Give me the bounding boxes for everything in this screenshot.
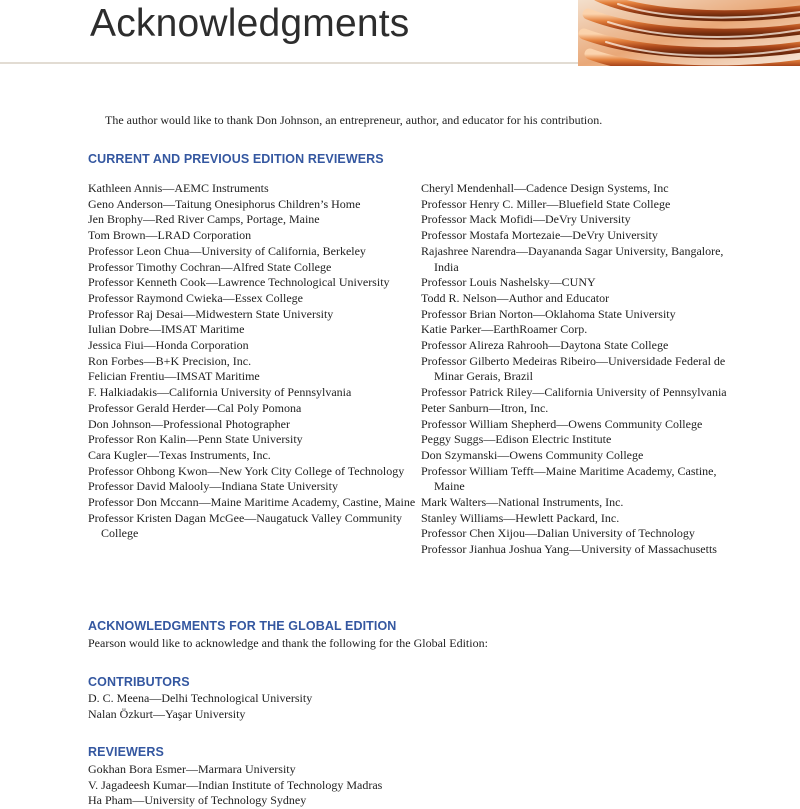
reviewers-right-column [421,181,741,558]
list-item: Professor David Malooly—Indiana State University [88,479,338,494]
list-item: Iulian Dobre—IMSAT Maritime [88,322,245,337]
list-item: Katie Parker—EarthRoamer Corp. [421,322,588,337]
reviewers-left-column [88,181,420,542]
list-item: Professor Patrick Riley—California University of Pennsylvania [421,385,727,400]
list-item: Professor Jianhua Joshua Yang—University of Massachusetts [421,542,717,557]
list-item: Professor Timothy Cochran—Alfred State College [88,259,332,274]
list-item: Tom Brown—LRAD Corporation [88,228,252,243]
list-item: Stanley Williams—Hewlett Packard, Inc. [421,510,620,525]
list-item: Professor Raj Desai—Midwestern State University [88,306,334,321]
list-item: Professor Louis Nashelsky—CUNY [421,275,596,290]
global-edition-text: Pearson would like to acknowledge and thank the following for the Global Edition: [88,636,488,650]
list-item: Ron Forbes—B+K Precision, Inc. [88,353,252,368]
list-item: Professor Alireza Rahrooh—Daytona State College [421,338,669,353]
list-item: Jen Brophy—Red River Camps, Portage, Maine [88,212,320,227]
list-item: V. Jagadeesh Kumar—Indian Institute of Technology Madras [88,777,383,792]
list-item: Kathleen Annis—AEMC Instruments [88,181,269,195]
intro-text: The author would like to thank Don Johnson, an entrepreneur, author, and educator for his contribution. [105,113,603,127]
copper-coil-image [578,0,800,66]
global-reviewers-list [88,762,382,809]
list-item: Jessica Fiui—Honda Corporation [88,338,249,353]
global-reviewers-heading: REVIEWERS [88,745,164,759]
list-item: Mark Walters—National Instruments, Inc. [421,495,624,510]
list-item: Professor Henry C. Miller—Bluefield State College [421,196,671,211]
list-item: Don Johnson—Professional Photographer [88,416,290,431]
list-item: Rajashree Narendra—Dayananda Sagar University, Bangalore, India [421,243,724,274]
list-item: Professor Kristen Dagan McGee—Naugatuck Valley Community College [88,510,403,541]
global-edition-heading: ACKNOWLEDGMENTS FOR THE GLOBAL EDITION [88,619,397,633]
reviewers-heading: CURRENT AND PREVIOUS EDITION REVIEWERS [88,152,384,166]
list-item: Felician Frentiu—IMSAT Maritime [88,369,260,384]
list-item: Professor Kenneth Cook—Lawrence Technological University [88,275,390,290]
list-item: F. Halkiadakis—California University of Pennsylvania [88,385,352,400]
list-item: Professor Ohbong Kwon—New York City College of Technology [88,463,405,478]
list-item: Professor Ron Kalin—Penn State University [88,432,303,447]
list-item: Nalan Özkurt—Yaşar University [88,706,246,721]
list-item: Ha Pham—University of Technology Sydney [88,793,307,808]
page-title: Acknowledgments [90,2,410,45]
contributors-list [88,691,312,722]
list-item: Geno Anderson—Taitung Onesiphorus Children’s Home [88,196,361,211]
list-item: Professor Leon Chua—University of California, Berkeley [88,243,366,258]
list-item: Professor Don Mccann—Maine Maritime Academy, Castine, Maine [88,495,416,510]
list-item: Professor Chen Xijou—Dalian University of Technology [421,526,695,541]
list-item: Professor Gerald Herder—Cal Poly Pomona [88,400,302,415]
list-item: Peggy Suggs—Edison Electric Institute [421,432,612,447]
list-item: Professor William Tefft—Maine Maritime Academy, Castine, Maine [421,463,717,494]
list-item: D. C. Meena—Delhi Technological University [88,691,313,705]
contributors-heading: CONTRIBUTORS [88,675,190,689]
list-item: Gokhan Bora Esmer—Marmara University [88,762,296,776]
list-item: Professor Mack Mofidi—DeVry University [421,212,631,227]
list-item: Peter Sanburn—Itron, Inc. [421,400,549,415]
page-header [0,0,800,66]
list-item: Cara Kugler—Texas Instruments, Inc. [88,447,271,462]
list-item: Professor Raymond Cwieka—Essex College [88,290,303,305]
list-item: Professor Brian Norton—Oklahoma State University [421,306,676,321]
list-item: Todd R. Nelson—Author and Educator [421,290,610,305]
list-item: Professor Mostafa Mortezaie—DeVry University [421,228,658,243]
header-rule [0,62,578,64]
list-item: Professor William Shepherd—Owens Community College [421,416,703,431]
list-item: Cheryl Mendenhall—Cadence Design Systems, Inc [421,181,669,195]
list-item: Professor Gilberto Medeiras Ribeiro—Universidade Federal de Minar Gerais, Brazil [421,353,726,384]
list-item: Don Szymanski—Owens Community College [421,447,644,462]
